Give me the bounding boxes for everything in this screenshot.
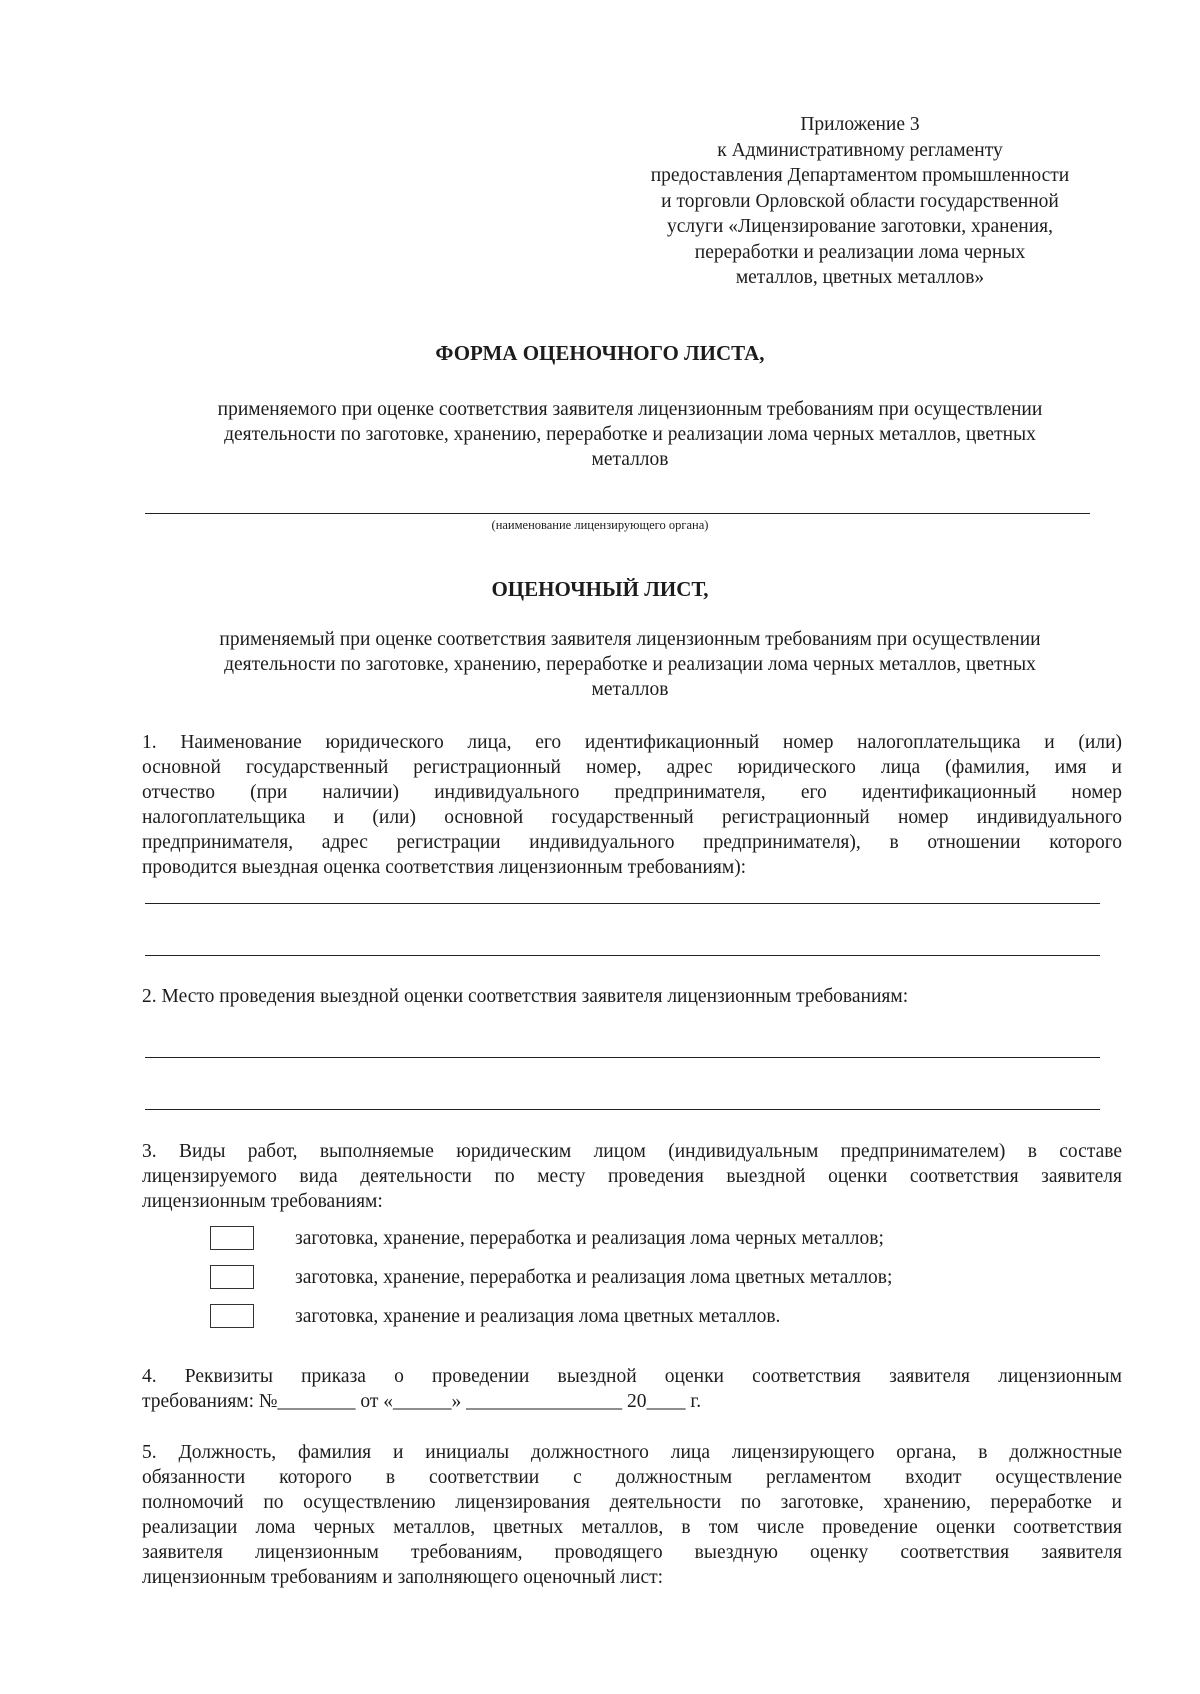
sheet-subtitle-line: деятельности по заготовке, хранению, переработке и реализации лома черных металлов, цветных	[224, 654, 1036, 675]
work-type-checkbox[interactable]	[210, 1226, 254, 1250]
sheet-subtitle	[140, 627, 1120, 702]
sheet-title: ОЦЕНОЧНЫЙ ЛИСТ,	[491, 577, 709, 601]
section-1-line: проводится выездная оценка соответствия лицензионным требованиям):	[142, 857, 747, 878]
work-type-label: заготовка, хранение и реализация лома цветных металлов.	[295, 1306, 781, 1327]
section-1-fill-line[interactable]	[145, 903, 1100, 904]
section-1	[142, 730, 1122, 880]
section-5	[142, 1440, 1122, 1590]
section-3	[142, 1139, 1122, 1214]
section-5-line: реализации лома черных металлов, цветных металлов, в том числе проведение оценки соответствия	[142, 1517, 1122, 1538]
section-1-line: предпринимателя, адрес регистрации индивидуального предпринимателя), в отношении которого	[142, 832, 1122, 853]
section-1-fill-line[interactable]	[145, 955, 1100, 956]
work-type-checkbox[interactable]	[210, 1265, 254, 1289]
section-3-line: лицензионным требованиям:	[142, 1191, 383, 1212]
section-5-line: 5. Должность, фамилия и инициалы должностного лица лицензирующего органа, в должностные	[142, 1442, 1122, 1463]
section-2-fill-line[interactable]	[145, 1109, 1100, 1110]
section-2	[142, 984, 1122, 1009]
appendix-header	[600, 112, 1120, 291]
section-5-line: заявителя лицензионным требованиям, проводящего выездную оценку соответствия заявителя	[142, 1542, 1122, 1563]
form-subtitle-line: металлов	[591, 449, 669, 470]
section-3-line: 3. Виды работ, выполняемые юридическим лицом (индивидуальным предпринимателем) в составе	[142, 1141, 1122, 1162]
appendix-line: Приложение 3	[800, 114, 920, 135]
form-subtitle-line: деятельности по заготовке, хранению, переработке и реализации лома черных металлов, цветных	[224, 424, 1036, 445]
section-5-line: обязанности которого в соответствии с должностным регламентом входит осуществление	[142, 1467, 1122, 1488]
appendix-line: и торговли Орловской области государственной	[661, 190, 1059, 212]
section-4-line: 4. Реквизиты приказа о проведении выездной оценки соответствия заявителя лицензионным	[142, 1366, 1122, 1387]
work-type-checkbox[interactable]	[210, 1304, 254, 1328]
section-2-text: 2. Место проведения выездной оценки соответствия заявителя лицензионным требованиям:	[142, 986, 909, 1007]
appendix-line: к Административному регламенту	[717, 139, 1003, 161]
form-title: ФОРМА ОЦЕНОЧНОГО ЛИСТА,	[435, 341, 765, 365]
sheet-subtitle-line: металлов	[591, 679, 669, 700]
licensing-body-line[interactable]	[145, 513, 1090, 514]
section-1-line: основной государственный регистрационный номер, адрес юридического лица (фамилия, имя и	[142, 757, 1122, 778]
appendix-line: услуги «Лицензирование заготовки, хранения,	[667, 216, 1053, 237]
section-4	[142, 1364, 1122, 1414]
licensing-body-caption: (наименование лицензирующего органа)	[491, 518, 709, 532]
section-5-line: лицензионным требованиям и заполняющего оценочный лист:	[142, 1567, 664, 1588]
appendix-line: предоставления Департаментом промышленности	[650, 165, 1070, 186]
section-3-line: лицензируемого вида деятельности по месту проведения выездной оценки соответствия заявителя	[142, 1166, 1122, 1187]
section-1-line: 1. Наименование юридического лица, его идентификационный номер налогоплательщика и (или)	[142, 732, 1122, 753]
appendix-line: переработки и реализации лома черных	[694, 241, 1026, 263]
work-type-label: заготовка, хранение, переработка и реализация лома цветных металлов;	[295, 1267, 893, 1288]
appendix-line: металлов, цветных металлов»	[735, 267, 985, 288]
section-1-line: отчество (при наличии) индивидуального предпринимателя, его идентификационный номер	[142, 782, 1122, 803]
form-subtitle	[140, 397, 1120, 472]
section-5-line: полномочий по осуществлению лицензирования деятельности по заготовке, хранению, переработке и	[142, 1492, 1122, 1513]
work-type-label: заготовка, хранение, переработка и реализация лома черных металлов;	[295, 1228, 884, 1249]
section-4-order-details[interactable]: требованиям: №________ от «______» ________________ 20____ г.	[142, 1391, 702, 1412]
sheet-subtitle-line: применяемый при оценке соответствия заявителя лицензионным требованиям при осуществлении	[219, 629, 1041, 650]
form-subtitle-line: применяемого при оценке соответствия заявителя лицензионным требованиям при осуществлении	[217, 399, 1043, 420]
section-2-fill-line[interactable]	[145, 1057, 1100, 1058]
section-1-line: налогоплательщика и (или) основной государственный регистрационный номер индивидуального	[142, 807, 1122, 828]
